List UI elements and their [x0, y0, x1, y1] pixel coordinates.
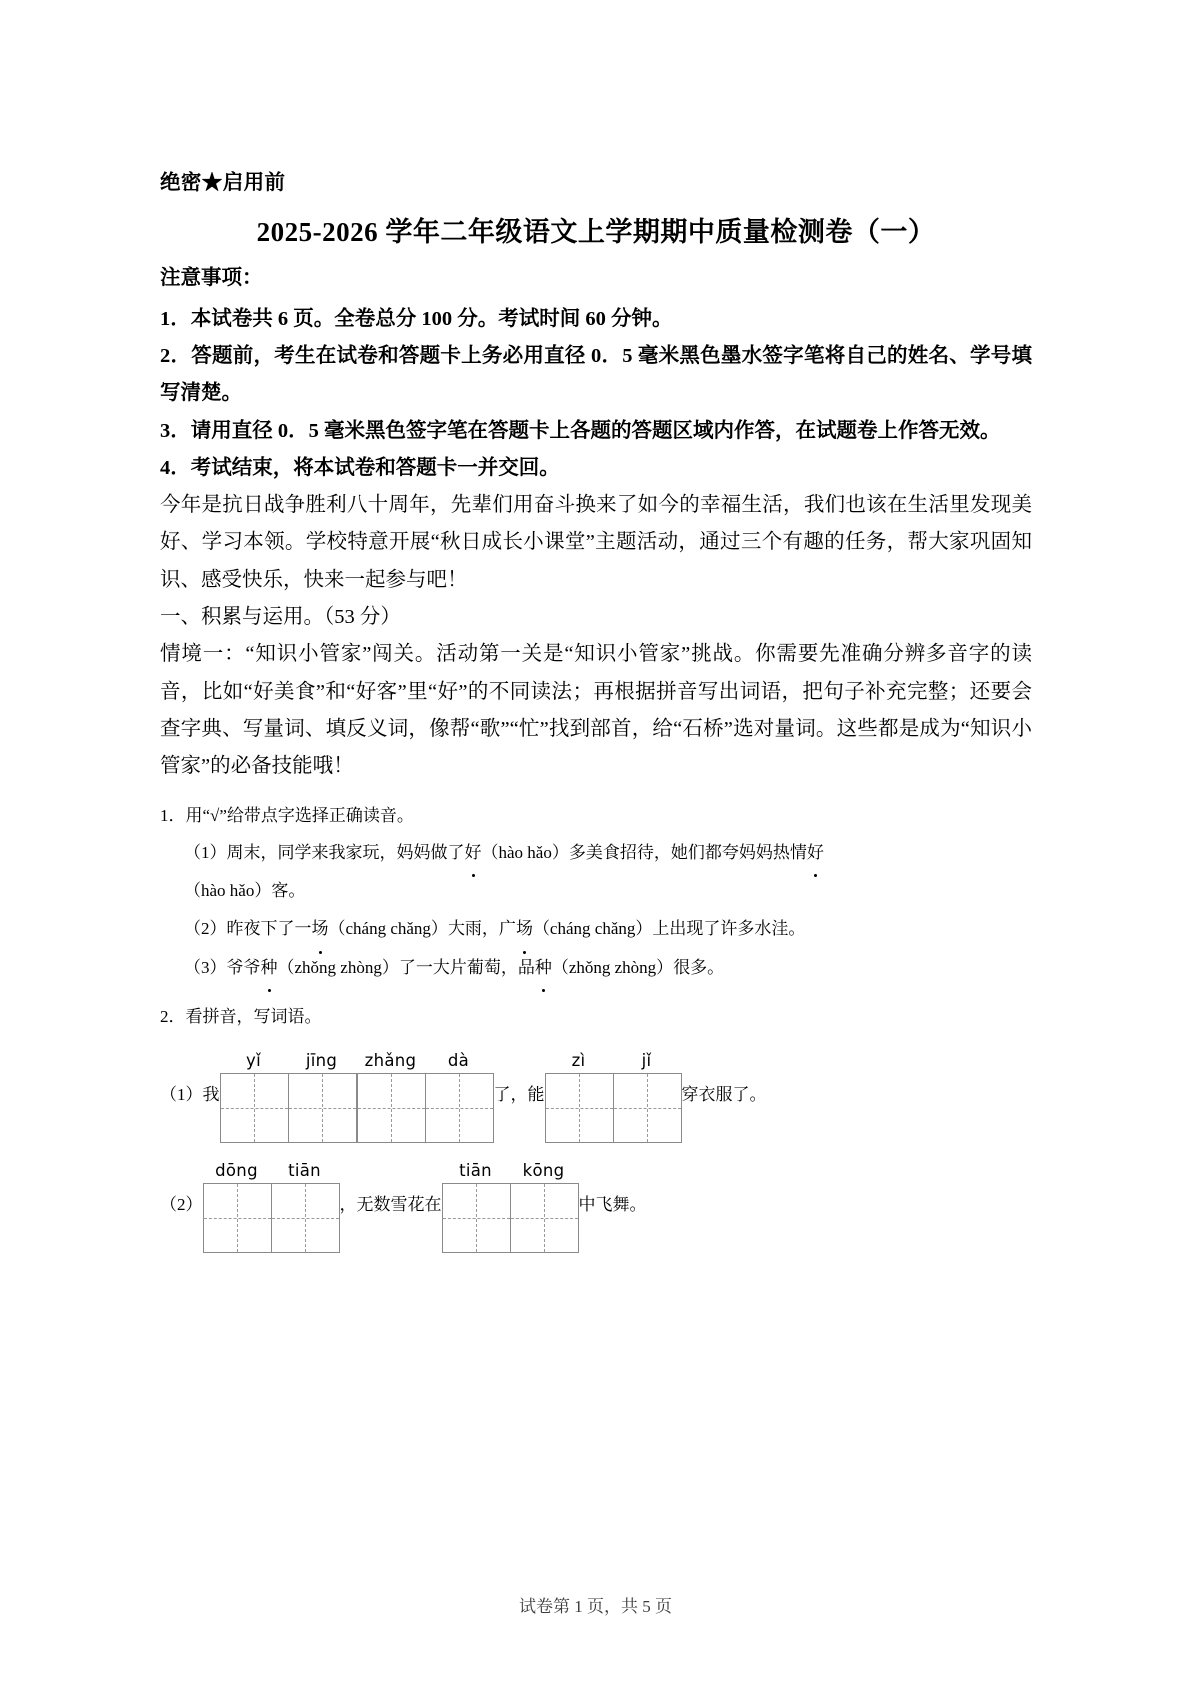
row-tail-text: 穿衣服了。	[681, 1085, 767, 1105]
tianzige-boxes[interactable]	[220, 1073, 357, 1143]
notice-item-2: 2．答题前，考生在试卷和答题卡上务必用直径 0．5 毫米黑色墨水签字笔将自己的姓名、学号填写清楚。	[160, 344, 1032, 405]
pinyin-options[interactable]: （hào hǎo）	[184, 881, 272, 901]
pinyin-row	[203, 1159, 340, 1183]
question-1-item-1-continued	[160, 872, 1032, 910]
tianzige-boxes[interactable]	[545, 1073, 682, 1143]
item-text: 昨夜下了一	[226, 919, 312, 939]
item-text: 客。	[271, 881, 306, 901]
question-1-text: 用“√”给带点字选择正确读音。	[185, 805, 414, 825]
tianzige-cell[interactable]	[614, 1074, 682, 1142]
tianzige-cell[interactable]	[204, 1184, 272, 1252]
pinyin-syllable: jīng	[305, 1051, 338, 1071]
item-text: 了一大片葡萄，品	[398, 957, 535, 977]
item-number: （2）	[160, 1195, 203, 1215]
question-2-stem	[160, 1001, 1032, 1033]
pinyin-syllable: zì	[571, 1051, 586, 1071]
dotted-char: 好	[807, 834, 824, 872]
row-lead-text	[160, 1196, 203, 1253]
tianzige-cell[interactable]	[272, 1184, 340, 1252]
tianzige-cell[interactable]	[443, 1184, 511, 1252]
pinyin-options[interactable]: （zhǒng zhòng）	[551, 957, 674, 977]
tianzige-group-zhangda	[357, 1049, 494, 1143]
item-number: （3）	[184, 957, 227, 977]
tianzige-group-tiankong	[442, 1159, 579, 1253]
tianzige-cell[interactable]	[289, 1074, 357, 1142]
question-2-text: 看拼音，写词语。	[185, 1006, 322, 1026]
notice-item-4: 4．考试结束，将本试卷和答题卡一并交回。	[160, 456, 560, 479]
question-1-number: 1．	[160, 805, 186, 825]
question-1-stem	[160, 800, 1032, 832]
question-1-item-1	[160, 834, 1032, 872]
row-lead-text	[160, 1086, 220, 1143]
pinyin-syllable: tiān	[459, 1161, 492, 1181]
item-number: （1）	[184, 842, 227, 862]
tianzige-cell[interactable]	[358, 1074, 426, 1142]
tianzige-boxes[interactable]	[442, 1183, 579, 1253]
pinyin-syllable: yǐ	[246, 1051, 261, 1071]
pinyin-row	[357, 1049, 494, 1073]
dotted-char: 种	[261, 949, 278, 987]
intro-paragraph: 今年是抗日战争胜利八十周年，先辈们用奋斗换来了如今的幸福生活，我们也该在生活里发现美好、学习本领。学校特意开展“秋日成长小课堂”主题活动，通过三个有趣的任务，帮大家巩固知识、感受快乐，快来一起参与吧！	[160, 494, 1032, 591]
tianzige-group-ziji	[545, 1049, 682, 1143]
pinyin-row	[442, 1159, 579, 1183]
item-number: （2）	[184, 919, 227, 939]
question-2-row-2	[160, 1159, 1032, 1253]
item-text: 我	[202, 1085, 220, 1105]
section-heading-one: 一、积累与运用。（53 分）	[160, 606, 401, 629]
pinyin-syllable: dōng	[215, 1161, 258, 1181]
pinyin-options[interactable]: （zhǒng zhòng）	[277, 957, 399, 977]
tianzige-boxes[interactable]	[357, 1073, 494, 1143]
item-text: 周末，同学来我家玩，妈妈做了	[226, 842, 465, 862]
dotted-char: 好	[465, 834, 482, 872]
row-mid-text: ，无数雪花在	[339, 1195, 442, 1215]
dotted-char: 场	[516, 910, 533, 948]
scenario-one-paragraph: 情境一：“知识小管家”闯关。活动第一关是“知识小管家”挑战。你需要先准确分辨多音字的读音，比如“好美食”和“好客”里“好”的不同读法；再根据拼音写出词语，把句子补充完整；还要会查字典、写量词、填反义词，像帮“歌”“忙”找到部首，给“石桥”选对量词。这些都是成为“知识小管家”的必备技能哦！	[160, 643, 1032, 778]
item-text: 多美食招待，她们都夸妈妈热情	[568, 842, 807, 862]
question-2-number: 2．	[160, 1006, 186, 1026]
item-text: 很多。	[673, 957, 725, 977]
pinyin-syllable: tiān	[288, 1161, 321, 1181]
tianzige-cell[interactable]	[511, 1184, 579, 1252]
pinyin-syllable: jǐ	[641, 1051, 652, 1071]
tianzige-cell[interactable]	[546, 1074, 614, 1142]
item-text: 上出现了许多水洼。	[652, 919, 806, 939]
pinyin-row	[220, 1049, 357, 1073]
item-text: 大雨，广	[447, 919, 516, 939]
item-text: 爷爷	[226, 957, 261, 977]
question-2-row-1	[160, 1049, 1032, 1143]
tianzige-group-yijing	[220, 1049, 357, 1143]
notice-heading: 注意事项：	[160, 266, 263, 289]
tianzige-cell[interactable]	[221, 1074, 289, 1142]
dotted-char: 场	[312, 910, 329, 948]
notice-item-1: 1．本试卷共 6 页。全卷总分 100 分。考试时间 60 分钟。	[160, 307, 673, 330]
pinyin-options[interactable]: （cháng chǎng）	[532, 919, 653, 939]
pinyin-syllable: kōng	[522, 1161, 565, 1181]
notice-item-3: 3．请用直径 0．5 毫米黑色签字笔在答题卡上各题的答题区域内作答，在试题卷上作答无效。	[160, 419, 1001, 442]
pinyin-row	[545, 1049, 682, 1073]
row-tail-text: 中飞舞。	[578, 1195, 647, 1215]
page-content	[160, 168, 1032, 1253]
tianzige-boxes[interactable]	[203, 1183, 340, 1253]
page-title: 2025-2026 学年二年级语文上学期期中质量检测卷（一）	[256, 216, 936, 247]
item-number: （1）	[160, 1085, 203, 1105]
pinyin-syllable: zhǎng	[364, 1051, 417, 1071]
pinyin-options[interactable]: （hào hǎo）	[481, 842, 569, 862]
tianzige-group-dongtian	[203, 1159, 340, 1253]
page-footer: 试卷第 1 页，共 5 页	[519, 1597, 672, 1616]
question-1-item-3	[160, 949, 1032, 987]
secret-label: 绝密★启用前	[160, 172, 286, 194]
pinyin-options[interactable]: （cháng chǎng）	[328, 919, 448, 939]
dotted-char: 种	[535, 949, 552, 987]
pinyin-syllable: dà	[447, 1051, 470, 1071]
tianzige-cell[interactable]	[426, 1074, 494, 1142]
question-1-item-2	[160, 910, 1032, 948]
row-mid-text: 了，能	[493, 1085, 545, 1105]
